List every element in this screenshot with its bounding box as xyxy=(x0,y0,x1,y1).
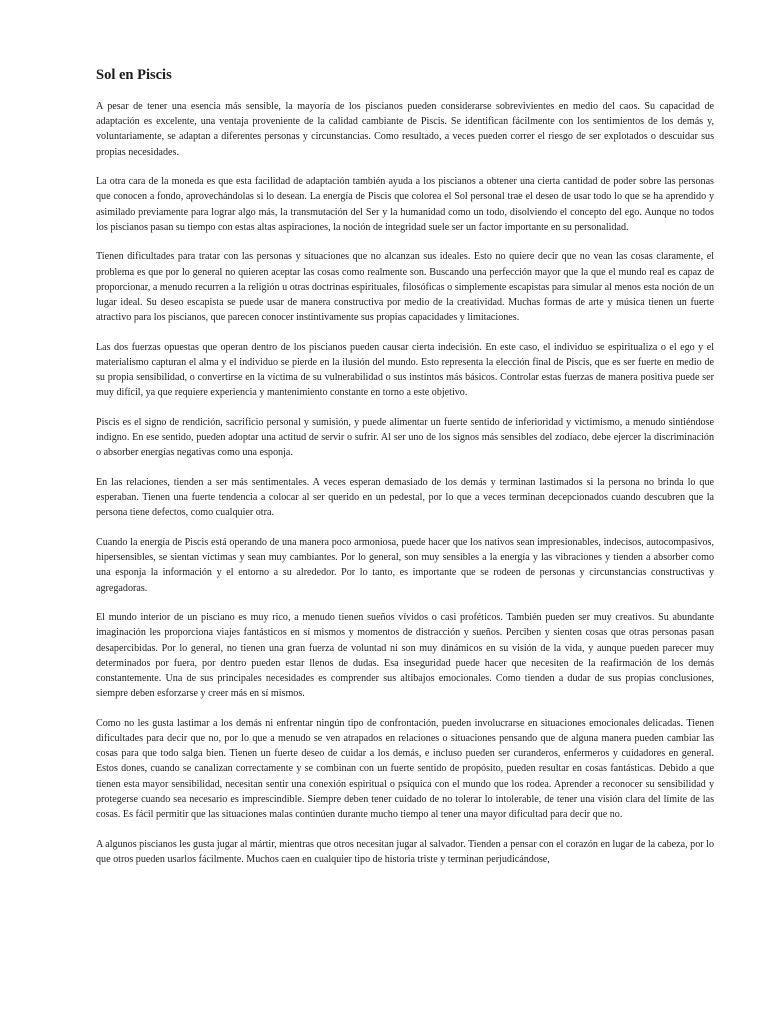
paragraph-disharmony: Cuando la energía de Piscis está operando de una manera poco armoniosa, puede hacer que los nativos sean impresionables, indecisos, autocompasivos, hipersensibles, se sientan víctimas y sean muy cambiantes. Por lo general, son muy sensibles a la energía y las vibraciones y tienden a absorber como una esponja la información y el entorno a su alrededor. Por lo tanto, es importante que se rodeen de personas y circunstancias constructivas y agregadoras. xyxy=(96,537,714,594)
paragraph-adaptation: A pesar de tener una esencia más sensible, la mayoría de los piscianos pueden considerarse sobrevivientes en medio del caos. Su capacidad de adaptación es excelente, una ventaja proveniente de la calidad cambiante de Piscis. Se identifican fácilmente con los sentimientos de los demás y, voluntariamente, se adaptan a diferentes personas y circunstancias. Como resultado, a veces pueden correr el riesgo de ser explotados o descuidar sus propias necesidades. xyxy=(96,101,714,158)
paragraph-martyr: A algunos piscianos les gusta jugar al mártir, mientras que otros necesitan jugar al salvador. Tienden a pensar con el corazón en lugar de la cabeza, por lo que otros pueden usarlos fácilmente. Muchos caen en cualquier tipo de historia triste y terminan perjudicándose, xyxy=(96,838,714,865)
paragraph-surrender: Piscis es el signo de rendición, sacrificio personal y sumisión, y puede alimentar un fuerte sentido de inferioridad y victimismo, a menudo sintiéndose indigno. En ese sentido, pueden adoptar una actitud de servir o sufrir. Al ser uno de los signos más sensibles del zodíaco, debe ejercer la discriminación o absorber energías negativas como una esponja. xyxy=(96,417,714,459)
paragraph-confrontation: Como no les gusta lastimar a los demás ni enfrentar ningún tipo de confrontación, pueden involucrarse en situaciones emocionales delicadas. Tienen dificultades para decir que no, por lo que a menudo se ven atrapados en relaciones o situaciones pensando que de alguna manera pueden cambiar las cosas para que todo salga bien. Tienen un fuerte deseo de cuidar a los demás, e incluso pueden ser curanderos, enfermeros y cuidadores en general. Estos dones, cuando se canalizan correctamente y se combinan con un fuerte sentido de propósito, pueden resultar en cosas fantásticas. Debido a que tienen esta mayor sensibilidad, necesitan sentir una conexión espiritual o psíquica con el mundo que los rodea. Aprender a reconocer su sensibilidad y protegerse cuando sea necesario es imprescindible. Siempre deben tener cuidado de no tolerar lo intolerable, de tener una visión clara del límite de las cosas. Es fácil permitir que las situaciones malas continúen durante mucho tiempo al tener una mayor dificultad para decir que no. xyxy=(96,717,714,821)
paragraph-power: La otra cara de la moneda es que esta facilidad de adaptación también ayuda a los piscianos a obtener una cierta cantidad de poder sobre las personas que conocen a fondo, aprovechándolas si lo desean. La energía de Piscis que colorea el Sol personal trae el deseo de usar todo lo que se ha aprendido y asimilado previamente para lograr algo más, la transmutación del Ser y la humanidad como un todo, disolviendo el concepto del ego. Aunque no todos los piscianos pasan su tiempo con estas altas aspiraciones, la noción de integridad suele ser un factor importante en su personalidad. xyxy=(96,176,714,233)
paragraph-relationships: En las relaciones, tienden a ser más sentimentales. A veces esperan demasiado de los demás y terminan lastimados si la persona no brinda lo que esperaban. Tienen una fuerte tendencia a colocar al ser querido en un pedestal, por lo que a veces terminan decepcionados cuando descubren que la persona tiene defectos, como cualquier otra. xyxy=(96,477,714,519)
page-title: Sol en Piscis xyxy=(96,67,172,83)
paragraph-opposing-forces: Las dos fuerzas opuestas que operan dentro de los piscianos pueden causar cierta indecisión. En este caso, el individuo se espiritualiza o el ego y el materialismo capturan el alma y el individuo se pierde en la ilusión del mundo. Esto representa la elección final de Piscis, que es ser fuerte en medio de su propia sensibilidad, o convertirse en la víctima de su vulnerabilidad o sus instintos más básicos. Controlar estas fuerzas de manera positiva puede ser muy difícil, ya que requiere experiencia y mantenimiento constante en torno a este objetivo. xyxy=(96,341,714,399)
paragraph-inner-world: El mundo interior de un pisciano es muy rico, a menudo tienen sueños vívidos o casi proféticos. También pueden ser muy creativos. Su abundante imaginación les proporciona viajes fantásticos en sí mismos y momentos de distracción y sueños. Perciben y sienten cosas que otras personas pasan desapercibidas. Por lo general, no tienen una gran fuerza de voluntad ni son muy dinámicos en su visión de la vida, y aunque pueden parecer muy determinados por fuera, por dentro pueden estar llenos de dudas. Esa inseguridad puede hacer que necesiten de la reafirmación de los demás constantemente. Una de sus principales necesidades es comprender sus altibajos emocionales. Como tienden a dudar de sus propias conclusiones, siempre deben esforzarse y creer más en sí mismos. xyxy=(96,612,714,700)
paragraph-ideals: Tienen dificultades para tratar con las personas y situaciones que no alcanzan sus ideales. Esto no quiere decir que no vean las cosas claramente, el problema es que por lo general no quieren aceptar las cosas como realmente son. Buscando una perfección mayor que la que el mundo real es capaz de proporcionar, a menudo recurren a la religión u otras doctrinas espirituales, filosóficas o simplemente escapistas para simular al menos esta noción de un lugar ideal. Su deseo escapista se puede usar de manera constructiva por medio de la creatividad. Muchas formas de arte y música tienen un fuerte atractivo para los piscianos, que parecen conocer instintivamente sus propias capacidades y limitaciones. xyxy=(96,251,714,324)
